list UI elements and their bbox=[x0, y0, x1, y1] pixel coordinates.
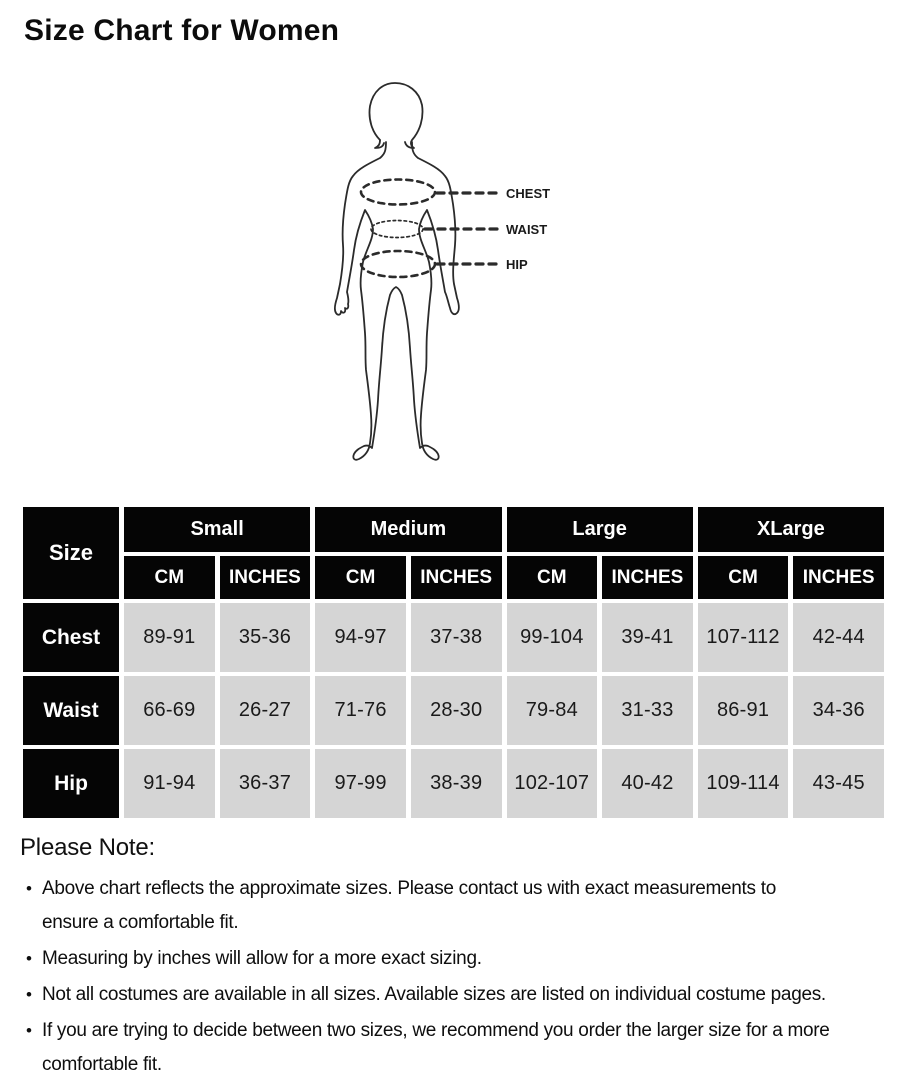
unit-header-xlarge-cm: CM bbox=[698, 556, 789, 599]
waist-label: WAIST bbox=[506, 222, 548, 237]
figure-hair-flip-left bbox=[375, 140, 384, 148]
figure-body-outline bbox=[335, 142, 459, 460]
column-group-large: Large bbox=[507, 507, 693, 552]
table-cell: 86-91 bbox=[698, 676, 789, 745]
table-cell: 79-84 bbox=[507, 676, 598, 745]
unit-header-xlarge-inches: INCHES bbox=[793, 556, 884, 599]
woman-outline-figure bbox=[320, 80, 580, 480]
table-cell: 31-33 bbox=[602, 676, 693, 745]
note-item: • If you are trying to decide between two sizes, we recommend you order the larger size for a more comfortable fit. bbox=[20, 1014, 832, 1082]
column-group-xlarge: XLarge bbox=[698, 507, 884, 552]
table-cell: 109-114 bbox=[698, 749, 789, 818]
table-cell: 37-38 bbox=[411, 603, 502, 672]
table-cell: 43-45 bbox=[793, 749, 884, 818]
unit-header-medium-inches: INCHES bbox=[411, 556, 502, 599]
table-cell: 35-36 bbox=[220, 603, 311, 672]
table-cell: 71-76 bbox=[315, 676, 406, 745]
chest-label: CHEST bbox=[506, 186, 551, 201]
table-cell: 91-94 bbox=[124, 749, 215, 818]
table-cell: 34-36 bbox=[793, 676, 884, 745]
hip-measurement-ellipse bbox=[361, 251, 435, 277]
unit-header-medium-cm: CM bbox=[315, 556, 406, 599]
row-header-hip: Hip bbox=[23, 749, 119, 818]
page-title: Size Chart for Women bbox=[24, 14, 340, 47]
table-cell: 36-37 bbox=[220, 749, 311, 818]
table-cell: 66-69 bbox=[124, 676, 215, 745]
row-header-chest: Chest bbox=[23, 603, 119, 672]
table-cell: 99-104 bbox=[507, 603, 598, 672]
body-measurement-diagram bbox=[320, 80, 580, 480]
waist-measurement-ellipse bbox=[371, 221, 423, 238]
unit-header-small-inches: INCHES bbox=[220, 556, 311, 599]
table-cell: 107-112 bbox=[698, 603, 789, 672]
unit-header-large-cm: CM bbox=[507, 556, 598, 599]
note-item: • Measuring by inches will allow for a more exact sizing. bbox=[20, 942, 832, 976]
column-group-small: Small bbox=[124, 507, 310, 552]
row-header-waist: Waist bbox=[23, 676, 119, 745]
table-cell: 94-97 bbox=[315, 603, 406, 672]
figure-head-outline bbox=[369, 83, 422, 148]
unit-header-large-inches: INCHES bbox=[602, 556, 693, 599]
unit-header-small-cm: CM bbox=[124, 556, 215, 599]
size-chart-table bbox=[23, 507, 884, 818]
table-cell: 42-44 bbox=[793, 603, 884, 672]
table-cell: 89-91 bbox=[124, 603, 215, 672]
note-item: • Not all costumes are available in all sizes. Available sizes are listed on individual costume pages. bbox=[20, 978, 832, 1012]
notes-section bbox=[20, 834, 884, 1084]
table-cell: 39-41 bbox=[602, 603, 693, 672]
table-cell: 26-27 bbox=[220, 676, 311, 745]
notes-heading: Please Note: bbox=[20, 834, 156, 861]
hip-label: HIP bbox=[506, 257, 528, 272]
table-cell: 38-39 bbox=[411, 749, 502, 818]
note-item: • Above chart reflects the approximate sizes. Please contact us with exact measurements to ensure a comfortable fit. bbox=[20, 872, 832, 940]
column-group-medium: Medium bbox=[315, 507, 501, 552]
table-cell: 40-42 bbox=[602, 749, 693, 818]
chest-measurement-ellipse bbox=[361, 180, 435, 205]
table-corner-size-header: Size bbox=[23, 507, 119, 599]
notes-list bbox=[20, 872, 832, 1082]
table-cell: 97-99 bbox=[315, 749, 406, 818]
table-cell: 102-107 bbox=[507, 749, 598, 818]
table-cell: 28-30 bbox=[411, 676, 502, 745]
